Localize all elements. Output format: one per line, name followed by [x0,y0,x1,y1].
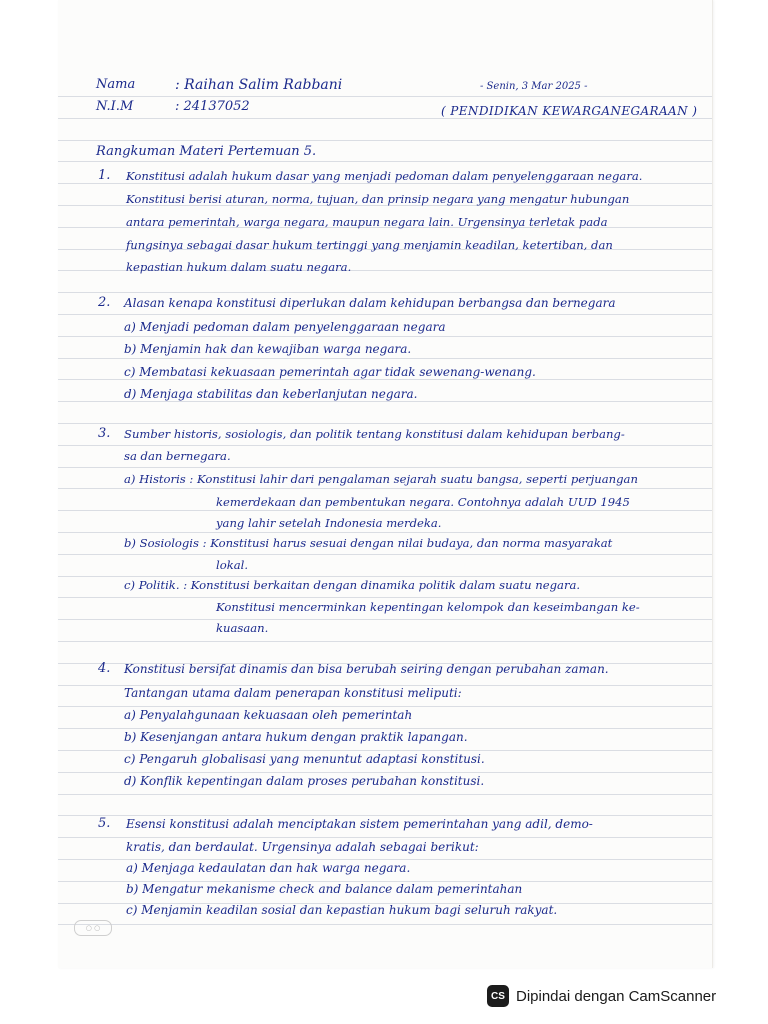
section-line: Konstitusi berisi aturan, norma, tujuan, dan prinsip negara yang mengatur hubungan [126,192,630,206]
page-footer-mark: ○ ○ [74,920,112,936]
section-line: Konstitusi mencerminkan kepentingan kelompok dan keseimbangan ke- [216,600,640,614]
section-line: c) Membatasi kekuasaan pemerintah agar tidak sewenang-wenang. [124,365,536,379]
section-line: b) Sosiologis : Konstitusi harus sesuai dengan nilai budaya, dan norma masyarakat [124,536,613,550]
section-line: b) Menjamin hak dan kewajiban warga negara. [124,342,412,356]
ruled-line [58,336,712,337]
ruled-line [58,641,712,642]
ruled-line [58,161,712,162]
ruled-line [58,794,712,795]
ruled-line [58,488,712,489]
name-value: : Raihan Salim Rabbani [175,77,343,93]
name-label: Nama [96,77,136,92]
camscanner-watermark [487,985,716,1007]
section-line: lokal. [216,558,249,572]
section-line: Sumber historis, sosiologis, dan politik tentang konstitusi dalam kehidupan berbang- [124,427,625,441]
section-number: 5. [98,816,111,831]
section-line: c) Politik. : Konstitusi berkaitan dengan dinamika politik dalam suatu negara. [124,578,581,592]
section-line: a) Menjaga kedaulatan dan hak warga negara. [126,861,411,875]
nim-value: : 24137052 [175,99,250,114]
section-line: Konstitusi adalah hukum dasar yang menjadi pedoman dalam penyelenggaraan negara. [126,169,643,183]
section-number: 2. [98,295,111,310]
section-line: c) Pengaruh globalisasi yang menuntut adaptasi konstitusi. [124,752,485,766]
section-line: Esensi konstitusi adalah menciptakan sistem pemerintahan yang adil, demo- [126,817,593,831]
section-line: Alasan kenapa konstitusi diperlukan dalam kehidupan berbangsa dan bernegara [124,296,616,310]
ruled-line [58,532,712,533]
date: - Senin, 3 Mar 2025 - [480,81,588,92]
subject: ( PENDIDIKAN KEWARGANEGARAAN ) [441,104,698,118]
section-number: 4. [98,661,111,676]
section-line: kuasaan. [216,621,269,635]
section-number: 3. [98,426,111,441]
section-line: a) Historis : Konstitusi lahir dari pengalaman sejarah suatu bangsa, seperti perjuangan [124,472,638,486]
section-line: kratis, dan berdaulat. Urgensinya adalah sebagai berikut: [126,840,479,854]
ruled-line [58,554,712,555]
section-line: a) Penyalahgunaan kekuasaan oleh pemerintah [124,708,413,722]
section-line: kepastian hukum dalam suatu negara. [126,260,352,274]
ruled-line [58,423,712,424]
section-line: d) Konflik kepentingan dalam proses perubahan konstitusi. [124,774,485,788]
section-line: Konstitusi bersifat dinamis dan bisa berubah seiring dengan perubahan zaman. [124,662,609,676]
page-title: Rangkuman Materi Pertemuan 5. [96,144,317,159]
section-line: antara pemerintah, warga negara, maupun negara lain. Urgensinya terletak pada [126,215,608,229]
ruled-line [58,96,712,97]
notebook-page [58,0,713,968]
ruled-line [58,140,712,141]
ruled-line [58,924,712,925]
camscanner-logo-icon: CS [487,985,509,1007]
section-number: 1. [98,168,111,183]
section-line: Tantangan utama dalam penerapan konstitusi meliputi: [124,686,462,700]
nim-label: N.I.M [96,99,134,114]
section-line: c) Menjamin keadilan sosial dan kepastian hukum bagi seluruh rakyat. [126,903,558,917]
ruled-line [58,445,712,446]
section-line: b) Mengatur mekanisme check and balance dalam pemerintahan [126,882,523,896]
section-line: kemerdekaan dan pembentukan negara. Contohnya adalah UUD 1945 [216,495,630,509]
section-line: d) Menjaga stabilitas dan keberlanjutan negara. [124,387,418,401]
ruled-line [58,619,712,620]
section-line: b) Kesenjangan antara hukum dengan praktik lapangan. [124,730,468,744]
ruled-line [58,314,712,315]
section-line: fungsinya sebagai dasar hukum tertinggi yang menjamin keadilan, ketertiban, dan [126,238,613,252]
watermark-text: Dipindai dengan CamScanner [516,987,717,1005]
ruled-line [58,292,712,293]
ruled-line [58,467,712,468]
section-line: a) Menjadi pedoman dalam penyelenggaraan negara [124,320,446,334]
section-line: sa dan bernegara. [124,449,231,463]
ruled-line [58,358,712,359]
section-line: yang lahir setelah Indonesia merdeka. [216,516,442,530]
